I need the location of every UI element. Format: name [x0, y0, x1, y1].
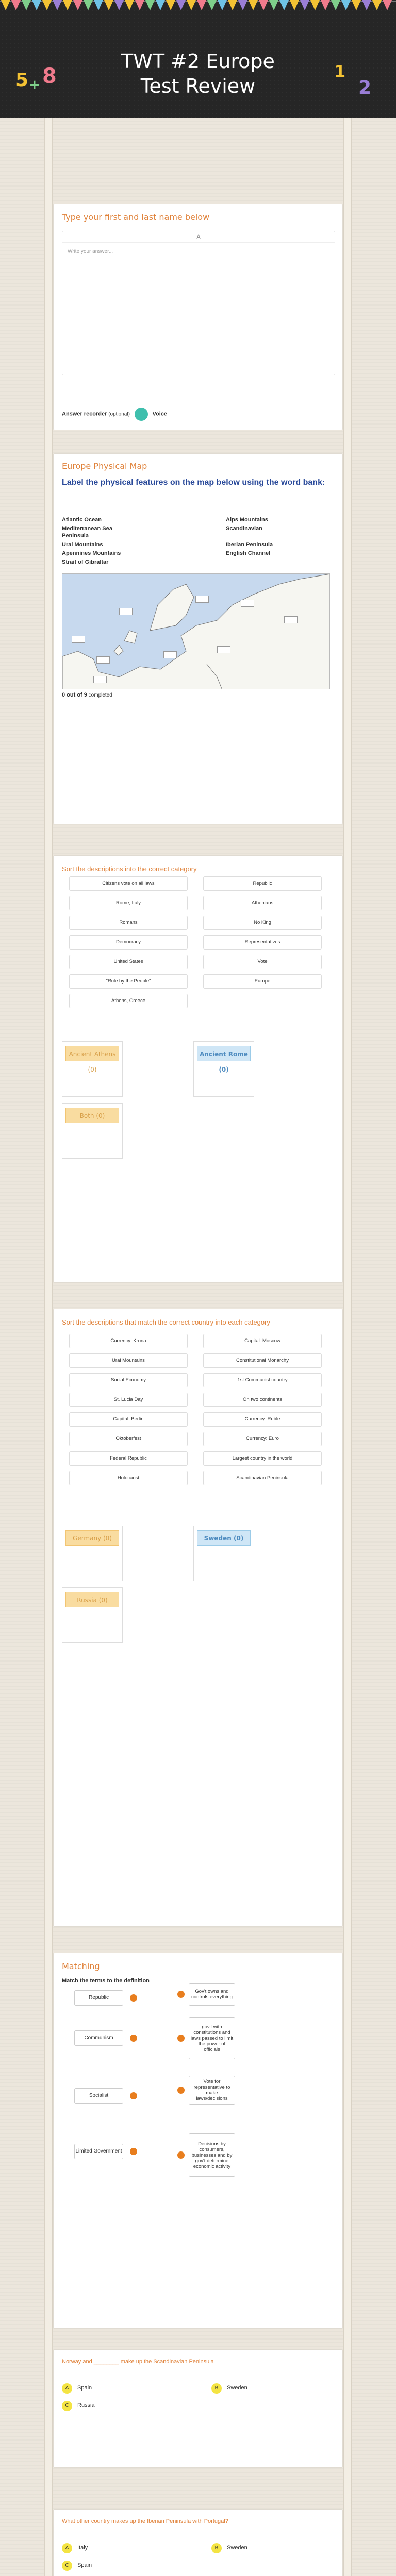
match-connector-dot[interactable] [177, 2035, 185, 2042]
matching-term-row [74, 2088, 141, 2104]
question-heading: Matching [62, 1961, 100, 1971]
bunting-flag [104, 0, 113, 10]
title-line-2: Test Review [140, 75, 256, 97]
word-bank-item: Mediterranean Sea [62, 526, 112, 532]
worksheet-header [0, 0, 396, 118]
category-ribbon: Ancient Athens (0) [65, 1046, 119, 1061]
sort-chip[interactable]: Currency: Ruble [203, 1412, 322, 1427]
sort-chip[interactable]: Citizens vote on all laws [69, 876, 188, 891]
sort-category-box[interactable] [193, 1526, 254, 1581]
option-letter: B [211, 2383, 222, 2394]
bunting-flag [310, 0, 320, 10]
matching-definition[interactable]: gov't with constitutions and laws passed to limit the power of officials [189, 2017, 235, 2059]
option-letter: A [62, 2383, 72, 2394]
text-format-bar[interactable]: A [62, 231, 335, 243]
progress-count: 0 out of 9 [62, 692, 87, 698]
map-label-drop[interactable] [195, 596, 209, 603]
sort-chip[interactable]: Largest country in the world [203, 1451, 322, 1466]
progress-suffix: completed [88, 692, 112, 698]
matching-term[interactable]: Socialist [74, 2088, 123, 2104]
bunting-flag [372, 0, 382, 10]
match-connector-dot[interactable] [130, 2148, 137, 2155]
question-heading: Sort the descriptions into the correct category [62, 865, 197, 873]
sort-category-box[interactable] [62, 1587, 123, 1643]
match-connector-dot[interactable] [130, 2092, 137, 2099]
bunting-flag [238, 0, 248, 10]
bunting-flag [125, 0, 134, 10]
doodle-number: 2 [358, 77, 372, 98]
sort-chip[interactable]: Federal Republic [69, 1451, 188, 1466]
bunting-flag [73, 0, 82, 10]
answer-placeholder: Write your answer... [68, 249, 113, 255]
sort-chip[interactable]: Europe [203, 974, 322, 989]
sort-category-box[interactable] [62, 1526, 123, 1581]
bunting-flag [114, 0, 124, 10]
word-bank-left [62, 517, 196, 568]
option-letter: B [211, 2543, 222, 2553]
bunting-flag [259, 0, 268, 10]
option-text: Russia [77, 2402, 95, 2409]
matching-card [53, 1953, 343, 2329]
doodle-number: 1 [334, 62, 346, 81]
bunting-flag [135, 0, 144, 10]
word-bank-item: Ural Mountains [62, 541, 103, 548]
name-question-card [53, 204, 343, 430]
answer-option[interactable] [62, 2543, 196, 2553]
sort-chip[interactable]: "Rule by the People" [69, 974, 188, 989]
map-label-card [53, 453, 343, 824]
sort-chip[interactable]: On two continents [203, 1393, 322, 1407]
sort-chip[interactable]: Romans [69, 916, 188, 930]
recorder-label: Answer recorder [62, 411, 107, 417]
bunting-flag [176, 0, 186, 10]
category-ribbon: Russia (0) [65, 1592, 119, 1607]
sort-category-box[interactable] [62, 1103, 123, 1159]
category-ribbon: Germany (0) [65, 1530, 119, 1546]
answer-option[interactable] [62, 2560, 196, 2570]
word-bank-item: Apennines Mountains [62, 550, 121, 556]
answer-recorder [62, 408, 167, 421]
bunting-flag [1, 0, 10, 10]
sort-chip[interactable]: Holocaust [69, 1471, 188, 1485]
bunting-flag [187, 0, 196, 10]
bunting-flag [166, 0, 175, 10]
sort-chip[interactable]: St. Lucia Day [69, 1393, 188, 1407]
option-text: Spain [77, 2385, 92, 2391]
question-heading: Europe Physical Map [62, 461, 147, 471]
matching-term[interactable]: Republic [74, 1990, 123, 2006]
matching-term-row [74, 1990, 141, 2006]
title-line-1: TWT #2 Europe [121, 50, 275, 73]
page-margin-left [44, 118, 53, 2576]
bunting-flag [11, 0, 21, 10]
category-ribbon: Both (0) [65, 1108, 119, 1123]
sort-chip[interactable]: Democracy [69, 935, 188, 950]
bunting-flag [197, 0, 206, 10]
word-bank-item: Strait of Gibraltar [62, 559, 109, 565]
bunting-flag [352, 0, 361, 10]
word-bank-item: Scandinavian [226, 526, 262, 532]
sort-chip[interactable]: Representatives [203, 935, 322, 950]
sort-chip[interactable]: Constitutional Monarchy [203, 1353, 322, 1368]
answer-option[interactable] [62, 2400, 196, 2411]
question-heading: Type your first and last name below [62, 212, 210, 222]
sort-chip[interactable]: Athens, Greece [69, 994, 188, 1008]
bunting-flag [84, 0, 93, 10]
doodle-plus: + [29, 77, 40, 93]
match-connector-dot[interactable] [177, 2087, 185, 2094]
option-letter: A [62, 2543, 72, 2553]
doodle-number: 8 [42, 64, 57, 88]
bunting-flag [207, 0, 217, 10]
answer-textarea[interactable] [62, 231, 335, 375]
map-label-drop[interactable] [163, 651, 177, 658]
word-bank-item [226, 533, 334, 541]
sort-category-box[interactable] [193, 1041, 254, 1097]
map-label-drop[interactable] [241, 600, 254, 607]
match-connector-dot[interactable] [177, 2151, 185, 2159]
match-connector-dot[interactable] [130, 2035, 137, 2042]
option-text: Sweden [227, 2545, 248, 2551]
sort-athens-rome-card [53, 855, 343, 1283]
map-label-drop[interactable] [93, 676, 107, 683]
bunting-flag [269, 0, 278, 10]
page-margin-right [343, 118, 352, 2576]
option-text: Sweden [227, 2385, 248, 2391]
bunting-flag [63, 0, 72, 10]
word-bank-item: Atlantic Ocean [62, 517, 102, 523]
map-label-drop[interactable] [72, 636, 85, 643]
category-ribbon: Ancient Rome (0) [197, 1046, 251, 1061]
matching-term-row [74, 2030, 141, 2046]
option-letter: C [62, 2401, 72, 2411]
bunting-flag [156, 0, 165, 10]
word-bank-right [226, 517, 334, 559]
bunting-flag [32, 0, 41, 10]
question-prompt: Norway and ________ make up the Scandinavian Peninsula [62, 2359, 214, 2365]
bunting-flag [321, 0, 330, 10]
bunting-flag [94, 0, 103, 10]
bunting-flag [341, 0, 351, 10]
matching-term[interactable]: Communism [74, 2030, 123, 2046]
bunting-flag [22, 0, 31, 10]
sort-chip[interactable]: Social Economy [69, 1373, 188, 1387]
sort-chip[interactable]: Capital: Berlin [69, 1412, 188, 1427]
question-prompt: What other country makes up the Iberian Peninsula with Portugal? [62, 2518, 228, 2524]
question-heading: Sort the descriptions that match the correct country into each category [62, 1318, 270, 1326]
match-connector-dot[interactable] [130, 1994, 137, 2002]
matching-term-row [74, 2144, 141, 2159]
voice-record-button[interactable] [135, 408, 148, 421]
bunting-flag [290, 0, 299, 10]
sort-chip[interactable]: Oktoberfest [69, 1432, 188, 1446]
option-text: Spain [77, 2562, 92, 2568]
map-label-drop[interactable] [119, 608, 133, 615]
bunting-flag [279, 0, 289, 10]
bunting-flag [53, 0, 62, 10]
sort-category-box[interactable] [62, 1041, 123, 1097]
map-instruction: Label the physical features on the map below using the word bank: [62, 478, 325, 487]
sort-chip[interactable]: Currency: Euro [203, 1432, 322, 1446]
sort-chip[interactable]: 1st Communist country [203, 1373, 322, 1387]
multiple-choice-card [53, 2509, 343, 2576]
map-label-drop[interactable] [284, 616, 298, 623]
map-progress [62, 692, 112, 698]
map-label-drop[interactable] [217, 646, 230, 653]
sort-chip[interactable]: No King [203, 916, 322, 930]
doodle-number: 5 [15, 70, 29, 91]
bunting-flag [331, 0, 340, 10]
matching-term[interactable]: Limited Government [74, 2144, 123, 2159]
sort-chip[interactable]: Rome, Italy [69, 896, 188, 910]
word-bank-item: English Channel [226, 550, 271, 556]
bunting-flag [300, 0, 309, 10]
sort-chip[interactable]: Vote [203, 955, 322, 969]
europe-map [62, 573, 330, 689]
matching-definition[interactable]: Decisions by consumers, businesses and by gov't determine economic activity [189, 2133, 235, 2177]
sort-chip[interactable]: Scandinavian Peninsula [203, 1471, 322, 1485]
sort-chip[interactable]: Currency: Krona [69, 1334, 188, 1348]
word-bank-item: Alps Mountains [226, 517, 268, 523]
sort-chip[interactable]: Athenians [203, 896, 322, 910]
answer-option[interactable] [211, 2543, 345, 2553]
answer-option[interactable] [211, 2383, 345, 2393]
bunting-flag [42, 0, 52, 10]
bunting-flag [218, 0, 227, 10]
voice-label: Voice [152, 411, 168, 417]
matching-definition[interactable]: Vote for representative to make laws/decisions [189, 2076, 235, 2105]
bunting-flag [228, 0, 237, 10]
sort-chip[interactable]: Capital: Moscow [203, 1334, 322, 1348]
category-ribbon: Sweden (0) [197, 1530, 251, 1546]
multiple-choice-card [53, 2349, 343, 2468]
bunting-flag [249, 0, 258, 10]
sort-chip[interactable]: Ural Mountains [69, 1353, 188, 1368]
map-label-drop[interactable] [96, 656, 110, 664]
match-connector-dot[interactable] [177, 1991, 185, 1998]
bunting-flag [383, 0, 392, 10]
sort-chip[interactable]: United States [69, 955, 188, 969]
matching-definition[interactable]: Gov't owns and controls everything [189, 1983, 235, 2006]
matching-instruction: Match the terms to the definition [62, 1978, 150, 1984]
word-bank-item: Peninsula [62, 533, 89, 539]
recorder-optional: (optional) [108, 411, 130, 417]
bunting-flag [145, 0, 155, 10]
answer-option[interactable] [62, 2383, 196, 2393]
option-letter: C [62, 2561, 72, 2571]
europe-map-image [62, 574, 330, 689]
word-bank-item: Iberian Peninsula [226, 541, 273, 548]
bunting-flag [362, 0, 371, 10]
sort-countries-card [53, 1309, 343, 1927]
sort-chip[interactable]: Republic [203, 876, 322, 891]
option-text: Italy [77, 2545, 88, 2551]
